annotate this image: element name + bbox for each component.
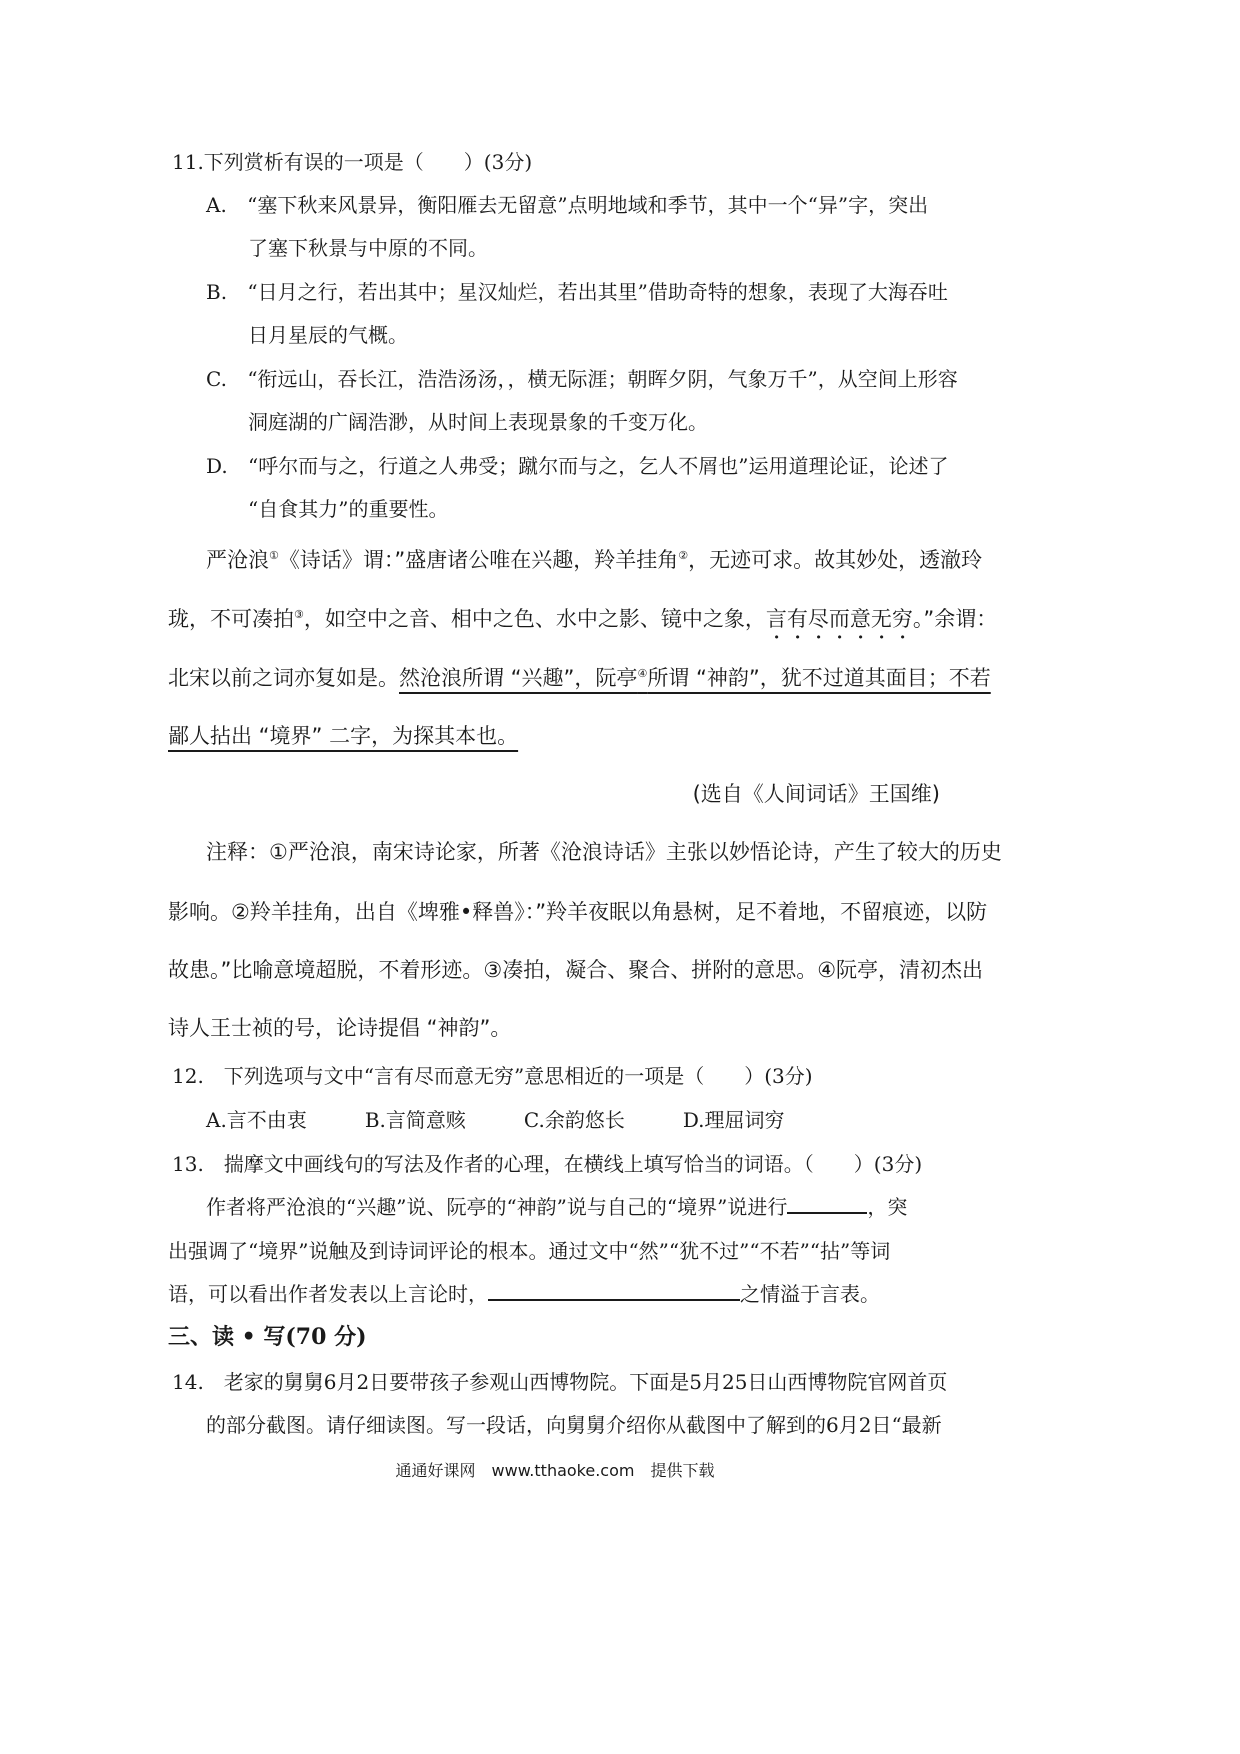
option-letter: A. (206, 193, 227, 217)
q12-option-b: B.言简意赅 (364, 1108, 466, 1132)
underlined-text: 然沧浪所谓 “兴趣”，阮亭 (399, 666, 638, 690)
option-letter: C. (206, 367, 227, 391)
q13-line-2: 出强调了“境界”说触及到诗词评论的根本。通过文中“然”“犹不过”“不若”“拈”等词 (168, 1239, 891, 1263)
q13-text: 之情溢于言表。 (740, 1282, 880, 1306)
footnote-marker: ① (269, 549, 279, 562)
passage-line-4 (168, 720, 518, 750)
notes-line-4: 诗人王士祯的号，论诗提倡 “神韵”。 (168, 1016, 512, 1040)
notes-line-1: 注释：①严沧浪，南宋诗论家，所著《沧浪诗话》主张以妙悟论诗，产生了较大的历史 (206, 840, 1002, 864)
passage-line-3 (168, 662, 991, 692)
q13-line-1 (206, 1191, 907, 1220)
passage-text: 珑，不可凑拍 (168, 607, 294, 631)
q13-stem: 13. 揣摩文中画线句的写法及作者的心理，在横线上填写恰当的词语。（ ）(3分) (172, 1152, 923, 1176)
underlined-sentence: 鄙人拈出 “境界” 二字，为探其本也。 (168, 724, 519, 748)
answer-blank-2[interactable] (488, 1281, 740, 1301)
underlined-sentence (399, 666, 991, 690)
option-text: “日月之行，若出其中；星汉灿烂，若出其里”借助奇特的想象，表现了大海吞吐 (247, 280, 948, 304)
footnote-marker: ④ (637, 667, 648, 680)
q11-option-a (206, 189, 928, 218)
q12-option-c: C.余韵悠长 (523, 1108, 625, 1132)
passage-text: ，无迹可求。故其妙处，透澈玲 (688, 548, 983, 572)
footnote-marker: ③ (294, 608, 304, 621)
q11-option-b-cont: 日月星辰的气概。 (248, 323, 408, 347)
footnote-marker: ② (678, 549, 689, 562)
q13-text: ，突 (867, 1195, 908, 1219)
option-text: “塞下秋来风景异，衡阳雁去无留意”点明地域和季节，其中一个“异”字，突出 (247, 193, 929, 217)
notes-line-3: 故患。”比喻意境超脱，不着形迹。③凑拍，凝合、聚合、拼附的意思。④阮亭，清初杰出 (168, 958, 984, 982)
option-text: “呼尔而与之，行道之人弗受；蹴尔而与之，乞人不屑也”运用道理论证，论述了 (248, 454, 949, 478)
option-letter: B. (206, 280, 228, 304)
q11-option-d (206, 450, 949, 479)
passage-text: ，如空中之音、相中之色、水中之影、镜中之象， (303, 607, 766, 631)
underlined-text: 所谓 “神韵”，犹不过道其面目；不若 (647, 666, 991, 690)
q12-option-d: D.理屈词穷 (682, 1108, 785, 1132)
q13-text: 语，可以看出作者发表以上言论时， (168, 1282, 488, 1306)
q11-option-c (206, 363, 958, 392)
passage-text: 严沧浪 (206, 548, 269, 572)
q12-options (206, 1104, 843, 1133)
q11-option-b (206, 276, 948, 305)
option-text: “衔远山，吞长江，浩浩汤汤，，横无际涯；朝晖夕阴，气象万千”，从空间上形容 (247, 367, 958, 391)
page-footer: 通通好课网 www.tthaoke.com 提供下载 (395, 1461, 715, 1480)
q12-option-a: A.言不由衷 (206, 1108, 307, 1132)
q12-stem: 12. 下列选项与文中“言有尽而意无穷”意思相近的一项是（ ）(3分) (172, 1064, 813, 1088)
q14-line-1: 14. 老家的舅舅6月2日要带孩子参观山西博物院。下面是5月25日山西博物院官网首页 (172, 1370, 948, 1394)
q13-line-3 (168, 1278, 880, 1307)
q11-option-d-cont: “自食其力”的重要性。 (248, 497, 449, 521)
answer-blank-1[interactable] (787, 1194, 867, 1214)
q14-line-2: 的部分截图。请仔细读图。写一段话，向舅舅介绍你从截图中了解到的6月2日“最新 (206, 1413, 942, 1437)
notes-line-2: 影响。②羚羊挂角，出自《埤雅•释兽》：”羚羊夜眠以角悬树，足不着地，不留痕迹，以防 (168, 900, 988, 924)
q11-stem: 11.下列赏析有误的一项是（ ）(3分) (172, 150, 533, 174)
q13-text: 作者将严沧浪的“兴趣”说、阮亭的“神韵”说与自己的“境界”说进行 (206, 1195, 788, 1219)
passage-source: (选自《人间词话》王国维) (692, 782, 940, 806)
section-heading: 三、读 • 写(70 分) (168, 1324, 367, 1350)
passage-line-2 (168, 603, 997, 644)
option-letter: D. (206, 454, 228, 478)
passage-line-1 (206, 544, 982, 574)
passage-text: 。”余谓： (912, 607, 998, 631)
passage-text: 《诗话》谓：”盛唐诸公唯在兴趣，羚羊挂角 (278, 548, 679, 572)
passage-text: 北宋以前之词亦复如是。 (168, 666, 399, 690)
q11-option-a-cont: 了塞下秋景与中原的不同。 (248, 236, 488, 260)
dotted-phrase: 言有尽而意无穷 (765, 607, 913, 631)
q11-option-c-cont: 洞庭湖的广阔浩渺，从时间上表现景象的千变万化。 (248, 410, 708, 434)
